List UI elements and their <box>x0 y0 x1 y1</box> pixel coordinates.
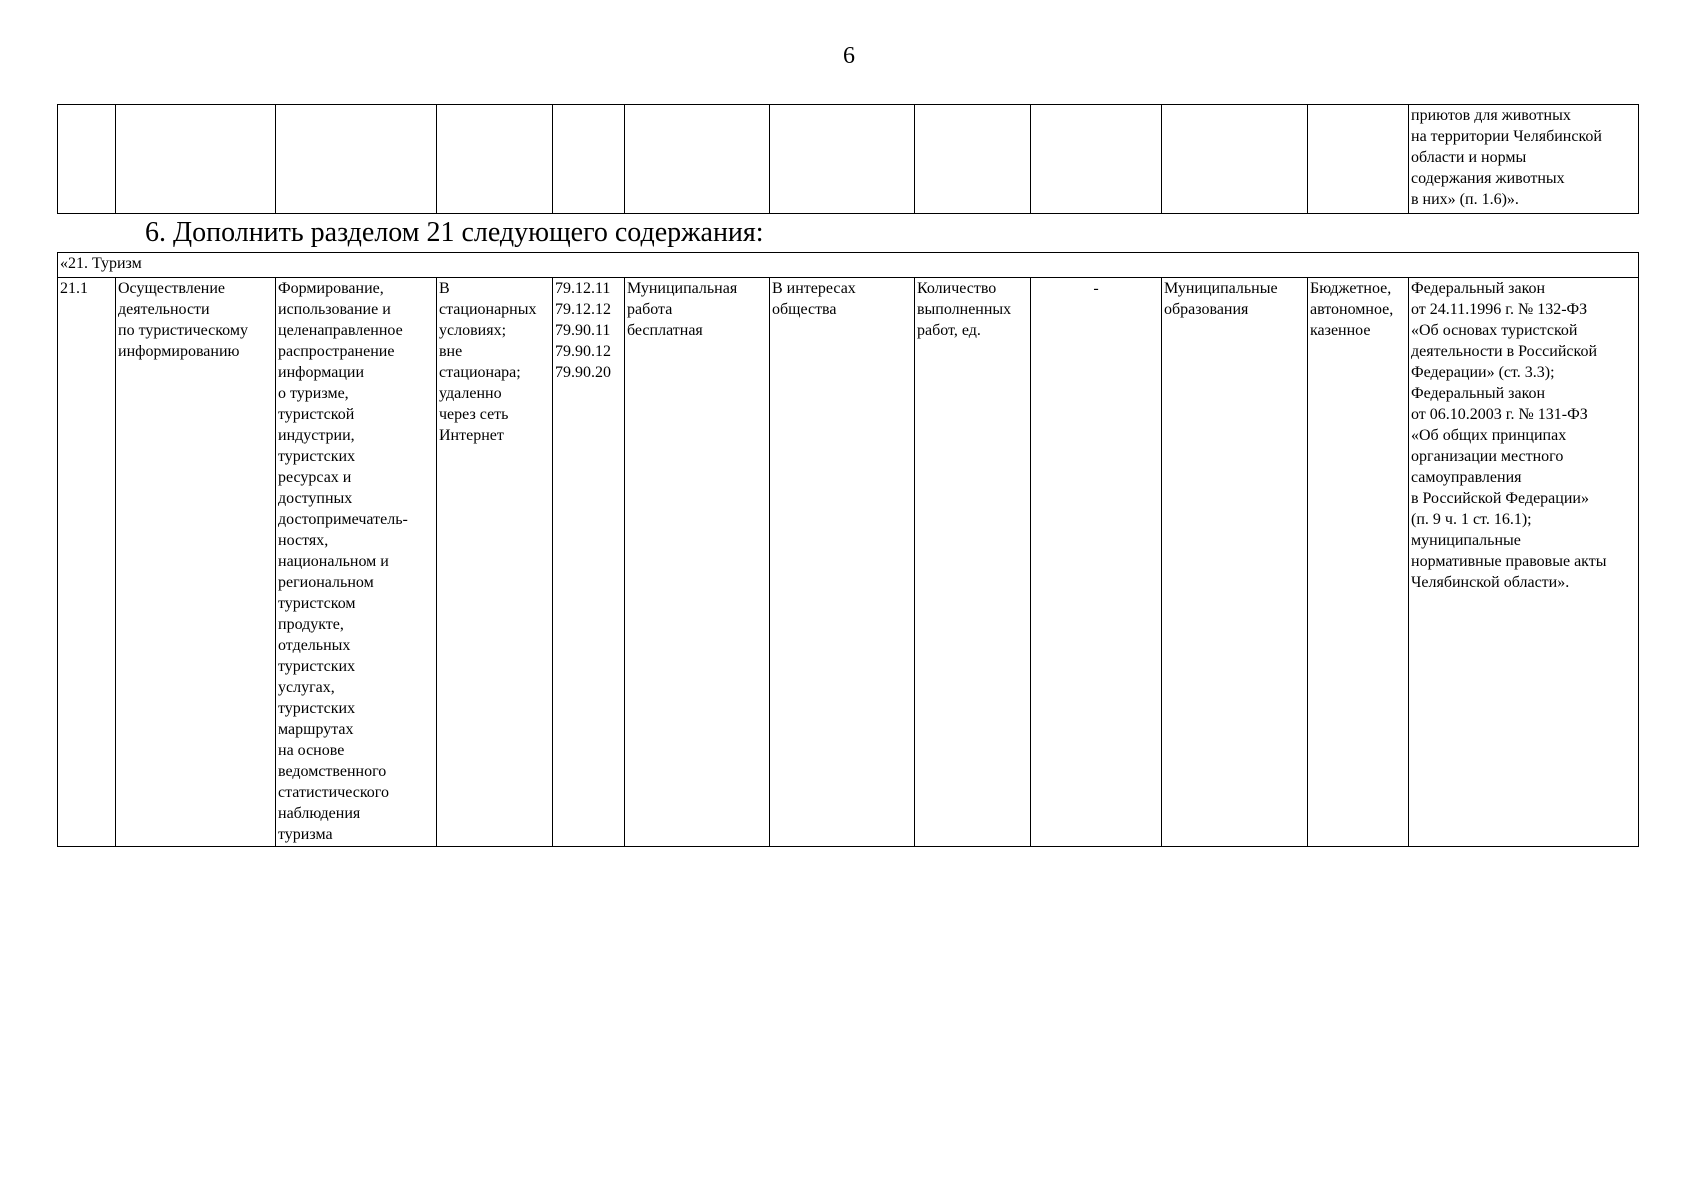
empty-value-dash: - <box>1031 278 1162 847</box>
row-number: 21.1 <box>58 278 116 847</box>
empty-cell <box>276 105 437 214</box>
empty-cell <box>915 105 1031 214</box>
consumer-category: В интересах общества <box>770 278 915 847</box>
volume-indicator: Количество выполненных работ, ед. <box>915 278 1031 847</box>
provider: Муниципальные образования <box>1162 278 1308 847</box>
empty-cell <box>1031 105 1162 214</box>
empty-cell <box>1162 105 1308 214</box>
continued-table <box>57 104 1639 214</box>
empty-cell <box>625 105 770 214</box>
section-title: «21. Туризм <box>58 253 1639 278</box>
work-content: Формирование, использование и целенаправленное распространение информации о туризме, туристской индустрии, туристских ресурсах и доступных достопримечатель- ностях, национальном и региональном туристском продукте, отдельных туристских услугах, туристских маршрутах на основе ведомственного статистического наблюдения туризма <box>276 278 437 847</box>
provision-conditions: В стационарных условиях; вне стационара; удаленно через сеть Интернет <box>437 278 553 847</box>
activity-name: Осуществление деятельности по туристическому информированию <box>116 278 276 847</box>
empty-cell <box>116 105 276 214</box>
empty-cell <box>58 105 116 214</box>
table-row <box>58 105 1639 214</box>
work-type: Муниципальная работа бесплатная <box>625 278 770 847</box>
table-row <box>58 278 1639 847</box>
okved-codes: 79.12.11 79.12.12 79.90.11 79.90.12 79.90.20 <box>553 278 625 847</box>
page-number: 6 <box>843 43 855 69</box>
empty-cell <box>437 105 553 214</box>
section-table <box>57 252 1639 847</box>
legal-basis-cell: приютов для животных на территории Челябинской области и нормы содержания животных в них» (п. 1.6)». <box>1409 105 1639 214</box>
legal-basis: Федеральный закон от 24.11.1996 г. № 132-ФЗ «Об основах туристской деятельности в Российской Федерации» (ст. 3.3); Федеральный закон от 06.10.2003 г. № 131-ФЗ «Об общих принципах организации местного самоуправления в Российской Федерации» (п. 9 ч. 1 ст. 16.1); муниципальные нормативные правовые акты Челябинской области». <box>1409 278 1639 847</box>
empty-cell <box>553 105 625 214</box>
section-header-row <box>58 253 1639 278</box>
institution-type: Бюджетное, автономное, казенное <box>1308 278 1409 847</box>
section-heading: 6. Дополнить разделом 21 следующего содержания: <box>145 217 764 248</box>
empty-cell <box>1308 105 1409 214</box>
empty-cell <box>770 105 915 214</box>
